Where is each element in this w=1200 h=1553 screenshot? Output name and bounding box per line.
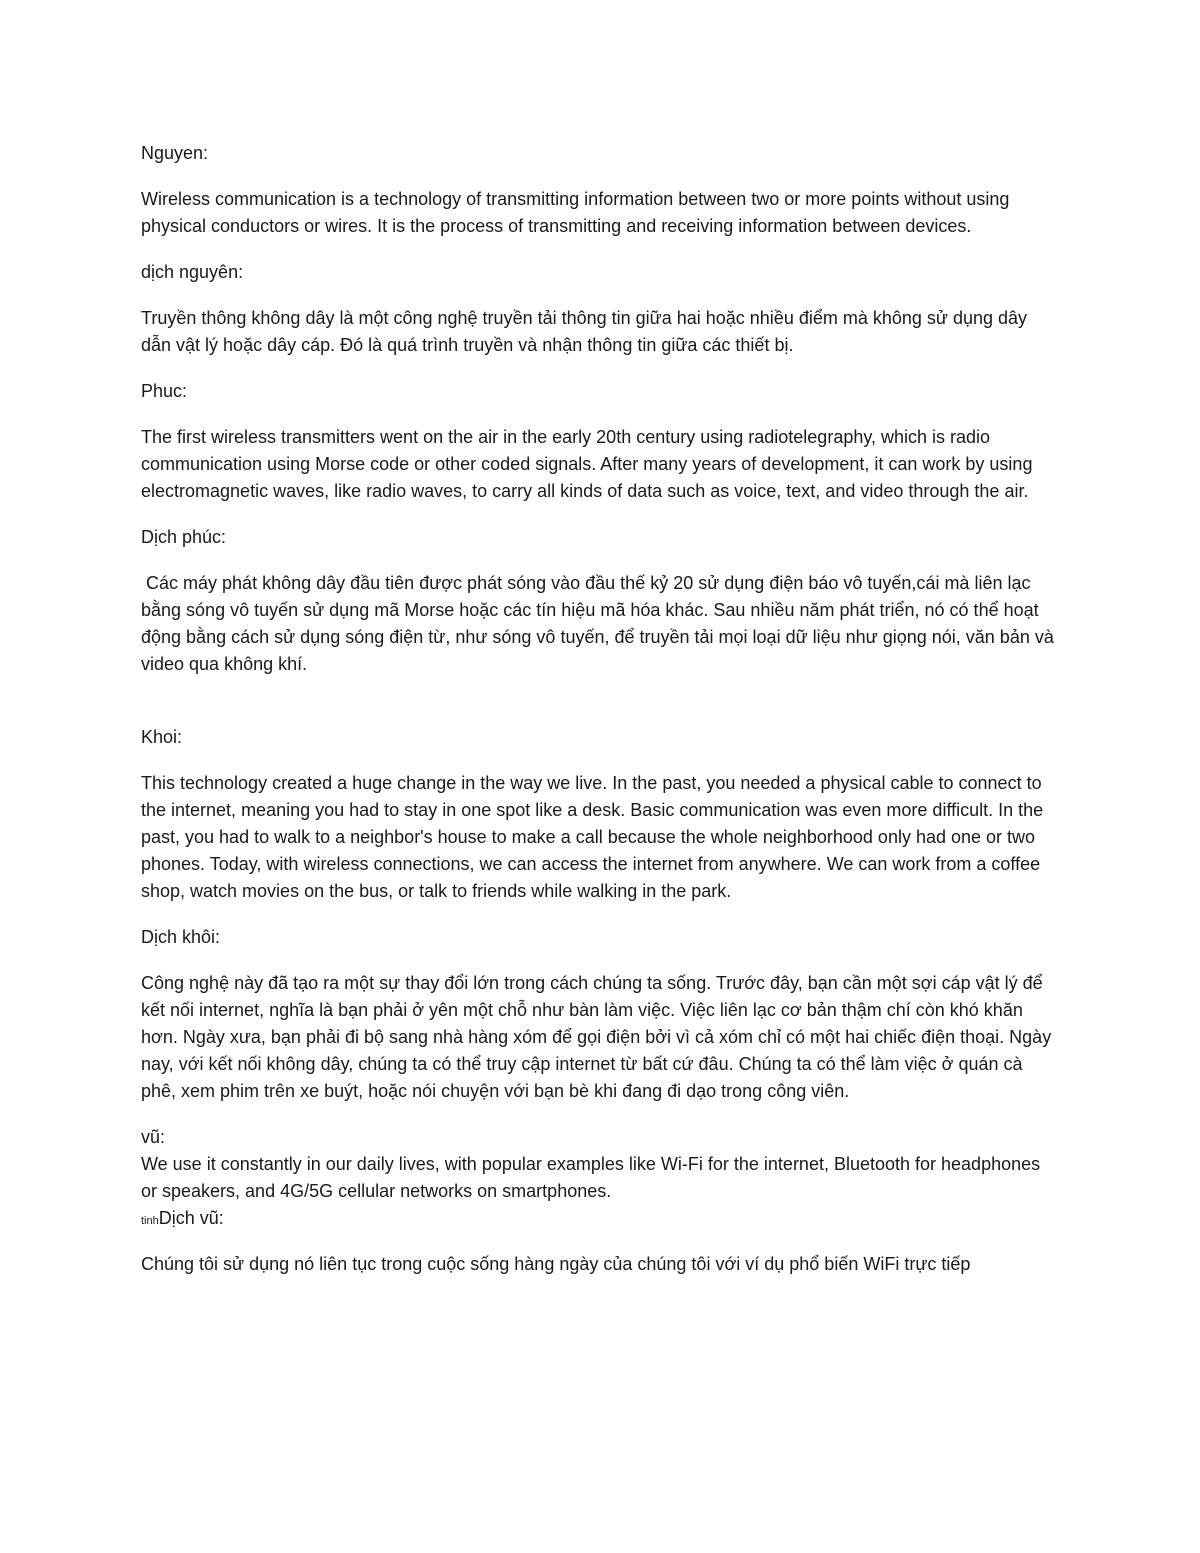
khoi-label: Khoi: <box>141 727 183 747</box>
dich-phuc-label: Dịch phúc: <box>141 527 227 547</box>
dich-vu-label-line <box>141 1205 1061 1232</box>
dich-nguyen-label: dịch nguyên: <box>141 262 244 282</box>
empty-line <box>141 697 1061 724</box>
phuc-label: Phuc: <box>141 381 188 401</box>
nguyen-label: Nguyen: <box>141 143 209 163</box>
vu-paragraph: We use it constantly in our daily lives, with popular examples like Wi-Fi for the internet, Bluetooth for headphones or speakers, and 4G/5G cellular networks on smartphones. <box>141 1154 1041 1201</box>
dich-khoi-paragraph: Công nghệ này đã tạo ra một sự thay đổi lớn trong cách chúng ta sống. Trước đây, bạn cần một sợi cáp vật lý để kết nối internet, nghĩa là bạn phải ở yên một chỗ như bàn làm việc. Việc liên lạc cơ bản thậm chí còn khó khăn hơn. Ngày xưa, bạn phải đi bộ sang nhà hàng xóm để gọi điện bởi vì cả xóm chỉ có một hai chiếc điện thoại. Ngày nay, với kết nối không dây, chúng ta có thể truy cập internet từ bất cứ đâu. Chúng ta có thể làm việc ở quán cà phê, xem phim trên xe buýt, hoặc nói chuyện với bạn bè khi đang đi dạo trong công viên. <box>141 973 1052 1101</box>
dich-nguyen-paragraph: Truyền thông không dây là một công nghệ truyền tải thông tin giữa hai hoặc nhiều điểm mà không sử dụng dây dẫn vật lý hoặc dây cáp. Đó là quá trình truyền và nhận thông tin giữa các thiết bị. <box>141 308 1028 355</box>
khoi-paragraph: This technology created a huge change in the way we live. In the past, you needed a physical cable to connect to the internet, meaning you had to stay in one spot like a desk. Basic communication was even more difficult. In the past, you had to walk to a neighbor's house to make a call because the whole neighborhood only had one or two phones. Today, with wireless connections, we can access the internet from anywhere. We can work from a coffee shop, watch movies on the bus, or talk to friends while walking in the park. <box>141 773 1044 901</box>
dich-vu-label: Dịch vũ: <box>158 1208 224 1228</box>
nguyen-paragraph: Wireless communication is a technology of transmitting information between two or more points without using physical conductors or wires. It is the process of transmitting and receiving information between devices. <box>141 189 1010 236</box>
dich-vu-paragraph: Chúng tôi sử dụng nó liên tục trong cuộc sống hàng ngày của chúng tôi với ví dụ phổ biến WiFi trực tiếp <box>141 1254 971 1274</box>
dich-phuc-paragraph: Các máy phát không dây đầu tiên được phát sóng vào đầu thế kỷ 20 sử dụng điện báo vô tuyến,cái mà liên lạc bằng sóng vô tuyến sử dụng mã Morse hoặc các tín hiệu mã hóa khác. Sau nhiều năm phát triển, nó có thể hoạt động bằng cách sử dụng sóng điện từ, như sóng vô tuyến, để truyền tải mọi loại dữ liệu như giọng nói, văn bản và video qua không khí. <box>141 573 1059 674</box>
dich-khoi-label: Dịch khôi: <box>141 927 221 947</box>
dich-vu-prefix: tinh <box>141 1215 159 1227</box>
vu-label: vũ: <box>141 1127 166 1147</box>
document-page <box>141 140 1061 1297</box>
phuc-paragraph: The first wireless transmitters went on the air in the early 20th century using radiotelegraphy, which is radio communication using Morse code or other coded signals. After many years of development, it can work by using electromagnetic waves, like radio waves, to carry all kinds of data such as voice, text, and video through the air. <box>141 427 1033 501</box>
